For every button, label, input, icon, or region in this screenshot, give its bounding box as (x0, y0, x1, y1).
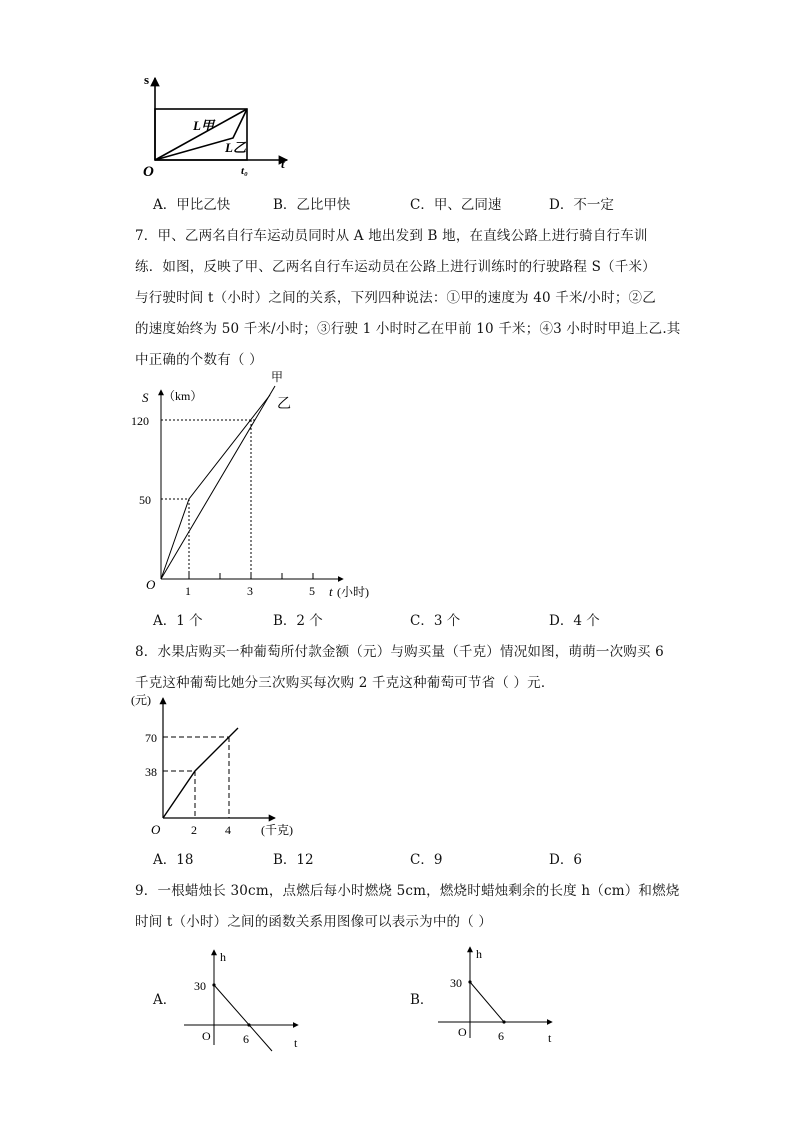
q8-line-2: 千克这种葡萄比她分三次购买每次购 2 千克这种葡萄可节省（ ）元． (135, 675, 555, 691)
q9b-axis-x-label: t (548, 1031, 552, 1045)
q7-yi-label: 乙 (277, 397, 291, 412)
q6-axis-x-label: t (281, 156, 285, 171)
q9a-origin-label: O (202, 1029, 211, 1043)
q8-option-b: B．12 (273, 852, 314, 868)
q9-graph-b-label: B． (410, 992, 434, 1008)
q7-option-c: C．3 个 (410, 613, 461, 629)
q7-option-a: A．1 个 (153, 613, 203, 629)
q7-axis-y-label: S (142, 390, 149, 405)
q7-x-tick-5: 5 (309, 584, 315, 598)
q7-line-2: 练．如图，反映了甲、乙两名自行车运动员在公路上进行训练时的行驶路程 S（千米） (135, 259, 656, 275)
q7-line-3: 与行驶时间 t（小时）之间的关系，下列四种说法：①甲的速度为 40 千米/小时；②乙 (135, 290, 656, 306)
q9-line-2: 时间 t（小时）之间的函数关系用图像可以表示为中的（ ） (135, 914, 493, 930)
q7-option-d: D．4 个 (549, 613, 600, 629)
q7-x-tick-1: 1 (185, 584, 191, 598)
q6-option-b: B．乙比甲快 (273, 197, 351, 213)
q6-option-c: C．甲、乙同速 (410, 197, 502, 213)
q9-graph-a-label: A． (153, 992, 177, 1008)
q6-graph (135, 72, 295, 180)
q7-graph (125, 368, 390, 608)
q6-option-d: D．不一定 (549, 197, 614, 213)
q8-unit-y-label: (元) (131, 693, 151, 707)
q9b-axis-y-label: h (476, 947, 482, 961)
q9b-point-6 (502, 1020, 505, 1023)
q6-axis-y-label: s (144, 72, 150, 87)
q7-y-tick-50: 50 (139, 493, 151, 507)
q6-tick-label: t₀ (241, 165, 248, 177)
q9b-origin-label: O (458, 1025, 467, 1039)
q8-x-tick-2: 2 (191, 823, 197, 837)
q8-unit-x-label: (千克) (261, 823, 293, 837)
q9b-line (470, 982, 504, 1022)
q8-option-c: C．9 (410, 852, 443, 868)
q8-y-tick-70: 70 (145, 731, 157, 745)
q7-line-5: 中正确的个数有（ ） (135, 352, 263, 368)
q7-axis-x-label: t (329, 584, 333, 599)
q9b-point-30 (468, 980, 471, 983)
q8-x-tick-4: 4 (225, 823, 231, 837)
q9a-point-30 (212, 983, 215, 986)
q7-jia-label: 甲 (271, 370, 284, 384)
q7-y-tick-120: 120 (131, 414, 149, 428)
q9-line-1: 9．一根蜡烛长 30cm，点燃后每小时燃烧 5cm，燃烧时蜡烛剩余的长度 h（cm）和燃烧 (135, 883, 680, 899)
q9b-x-tick: 6 (498, 1029, 504, 1043)
q7-unit-x-label: (小时) (337, 585, 369, 599)
q6-jia-label: L甲 (193, 118, 214, 133)
q7-line-1: 7．甲、乙两名自行车运动员同时从 A 地出发到 B 地，在直线公路上进行骑自行车训 (135, 228, 648, 244)
q7-x-tick-3: 3 (247, 584, 253, 598)
q7-option-b: B．2 个 (273, 613, 323, 629)
q8-price-line (163, 728, 238, 818)
q7-line-jia (161, 386, 275, 579)
q7-line-4: 的速度始终为 50 千米/小时；③行驶 1 小时时乙在甲前 10 千米；④3 小时时甲追上乙.其 (135, 321, 681, 337)
q9-graph-a (180, 945, 310, 1055)
q9a-axis-y-label: h (220, 950, 226, 964)
q9a-y-tick: 30 (194, 979, 206, 993)
q8-origin-label: O (151, 822, 161, 837)
q9a-x-tick: 6 (243, 1032, 249, 1046)
q6-origin-label: O (143, 164, 154, 180)
q9b-y-tick: 30 (450, 976, 462, 990)
q7-origin-label: O (146, 577, 156, 592)
q6-option-a: A．甲比乙快 (153, 197, 231, 213)
q8-y-tick-38: 38 (145, 765, 157, 779)
q9a-axis-x-label: t (294, 1036, 298, 1050)
q8-option-a: A．18 (153, 852, 194, 868)
q6-yi-label: L乙 (225, 140, 246, 155)
q8-option-d: D．6 (549, 852, 582, 868)
q8-line-1: 8．水果店购买一种葡萄所付款金额（元）与购买量（千克）情况如图，萌萌一次购买 6 (135, 644, 664, 660)
q7-unit-y-label: （km） (163, 389, 203, 403)
q9-graph-b (434, 942, 564, 1046)
q8-graph (125, 688, 315, 842)
q9a-point-6 (247, 1023, 250, 1026)
